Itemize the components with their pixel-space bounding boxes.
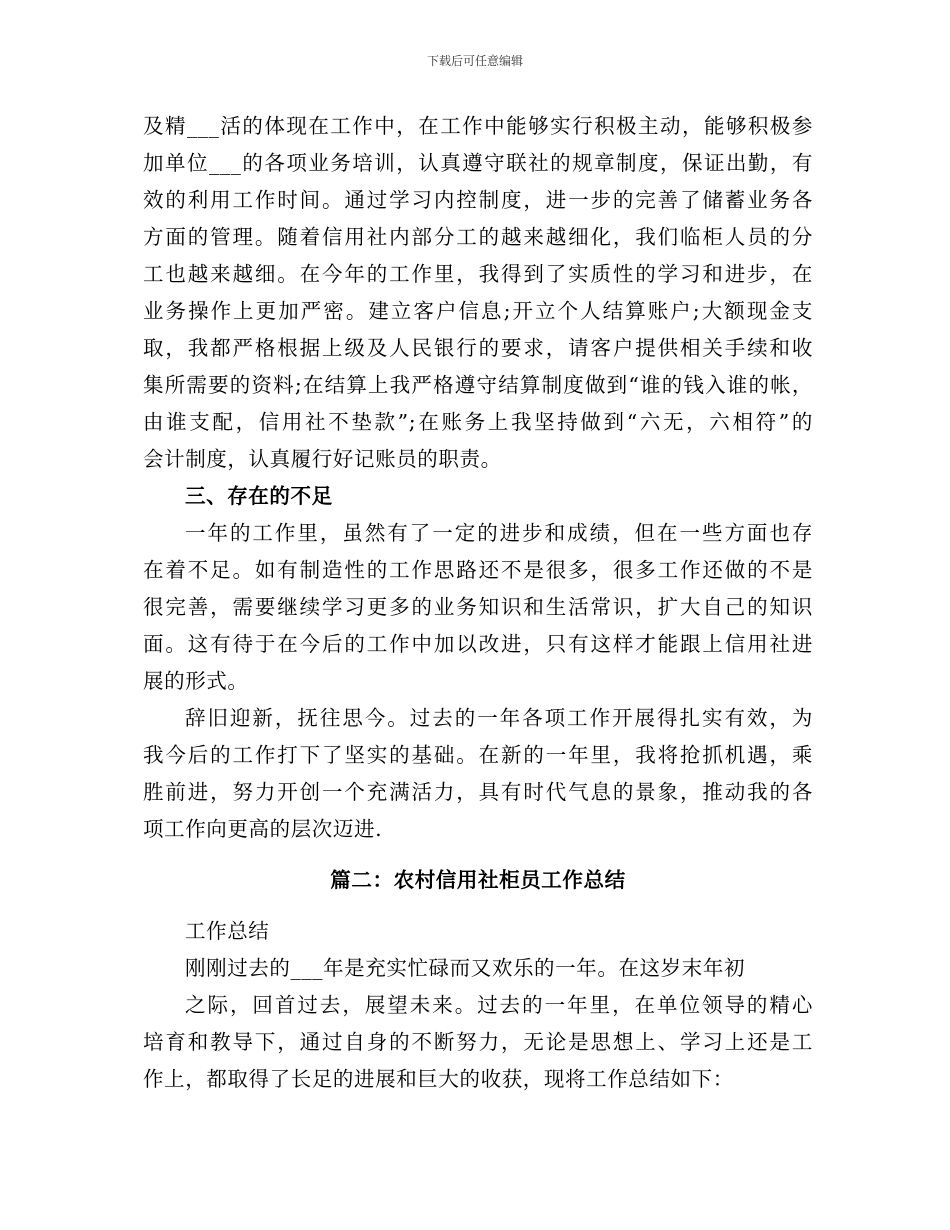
- paragraph4-line: 刚刚过去的___年是充实忙碌而又欢乐的一年。在这岁末年初: [185, 956, 746, 980]
- paragraph1-line: 集所需要的资料;在结算上我严格遵守结算制度做到“谁的钱入谁的帐，: [143, 373, 813, 397]
- paragraph2-line: 在着不足。如有制造性的工作思路还不是很多，很多工作还做的不是: [143, 558, 813, 582]
- paragraph1-line: 由谁支配，信用社不垫款”;在账务上我坚持做到“六无，六相符”的: [143, 410, 813, 434]
- paragraph1-line: 工也越来越细。在今年的工作里，我得到了实质性的学习和进步，在: [143, 262, 813, 286]
- paragraph4-line: 培育和教导下，通过自身的不断努力，无论是思想上、学习上还是工: [143, 1030, 813, 1054]
- paragraph1-line: 会计制度，认真履行好记账员的职责。: [143, 447, 502, 471]
- paragraph1-line: 方面的管理。随着信用社内部分工的越来越细化，我们临柜人员的分: [143, 225, 813, 249]
- section-heading: 三、存在的不足: [185, 484, 333, 508]
- page-header: 下载后可任意编辑: [426, 54, 523, 68]
- article-title: 篇二：农村信用社柜员工作总结: [330, 868, 626, 892]
- paragraph2-line: 一年的工作里，虽然有了一定的进步和成绩，但在一些方面也存: [185, 521, 813, 545]
- paragraph1-line: 及精___活的体现在工作中，在工作中能够实行积极主动，能够积极参: [143, 114, 813, 138]
- paragraph3-line: 胜前进，努力开创一个充满活力，具有时代气息的景象，推动我的各: [143, 780, 813, 804]
- paragraph3-line: 项工作向更高的层次迈进.: [143, 817, 383, 841]
- paragraph2-line: 展的形式。: [143, 669, 249, 693]
- subheading-label: 工作总结: [185, 919, 270, 943]
- paragraph4-line: 作上，都取得了长足的进展和巨大的收获，现将工作总结如下：: [143, 1067, 734, 1091]
- paragraph1-line: 取，我都严格根据上级及人民银行的要求，请客户提供相关手续和收: [143, 336, 813, 360]
- paragraph1-line: 加单位___的各项业务培训，认真遵守联社的规章制度，保证出勤，有: [143, 151, 813, 175]
- paragraph1-line: 效的利用工作时间。通过学习内控制度，进一步的完善了储蓄业务各: [143, 188, 813, 212]
- paragraph3-line: 我今后的工作打下了坚实的基础。在新的一年里，我将抢抓机遇，乘: [143, 743, 813, 767]
- paragraph4-line: 之际，回首过去，展望未来。过去的一年里，在单位领导的精心: [185, 993, 813, 1017]
- paragraph3-line: 辞旧迎新，抚往思今。过去的一年各项工作开展得扎实有效，为: [185, 706, 813, 730]
- paragraph1-line: 业务操作上更加严密。建立客户信息;开立个人结算账户;大额现金支: [143, 299, 813, 323]
- document-body: [143, 108, 813, 1098]
- paragraph2-line: 很完善，需要继续学习更多的业务知识和生活常识，扩大自己的知识: [143, 595, 813, 619]
- paragraph2-line: 面。这有待于在今后的工作中加以改进，只有这样才能跟上信用社进: [143, 632, 813, 656]
